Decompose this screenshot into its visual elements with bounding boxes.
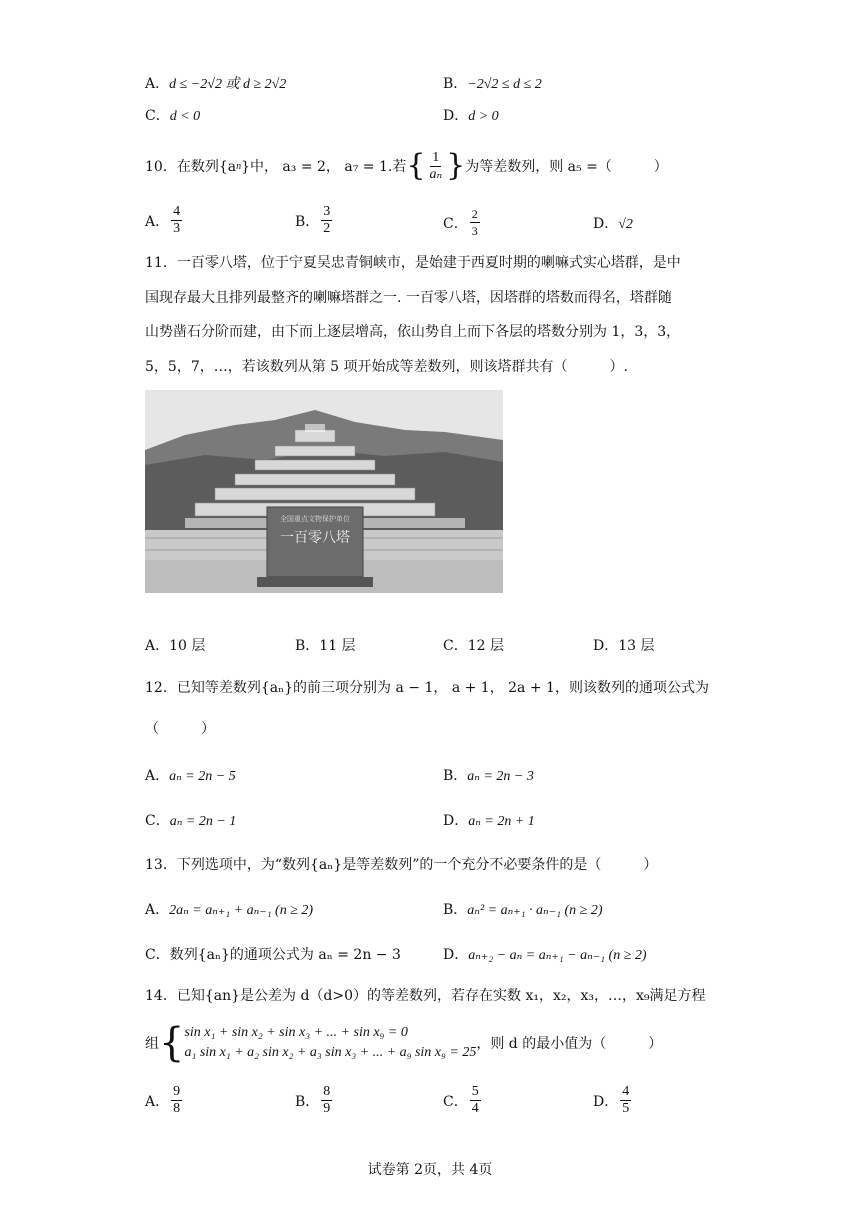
q9-option-b: B．−2√2 ≤ d ≤ 2	[443, 76, 542, 92]
q11-line-1: 11．一百零八塔，位于宁夏吴忠青铜峡市，是始建于西夏时期的喇嘛式实心塔群，是中	[145, 255, 681, 271]
q13-option-c: C．数列{aₙ}的通项公式为 aₙ = 2n − 3	[145, 947, 401, 963]
q14-equation-system: 组 { sin x₁ + sin x₂ + sin x₃ + ... + sin x₉ = 0 a₁ sin x₁ + a₂ sin x₂ + a₃ sin x₃ + ... + a₉ sin x₉ = 25 ，则 d 的最小值为（ ）	[145, 1020, 663, 1066]
q14-stem: 14．已知{an}是公差为 d（d>0）的等差数列，若存在实数 x₁，x₂，x₃，…，x₉满足方程	[145, 988, 706, 1004]
q14-option-d: D． $\frac{4}{5}$	[593, 1084, 630, 1116]
q10-stem: 10．在数列{a n }中， a₃ = 2， a₇ = 1.若 { $\frac{1}{\text{aₙ}}$ } 为等差数列，则 a₅ =（ ）	[145, 148, 668, 183]
q12-option-a: A．aₙ = 2n − 5	[145, 768, 236, 784]
q12-option-d: D．aₙ = 2n + 1	[443, 813, 535, 829]
pagoda-photo	[145, 390, 503, 593]
q14-option-b: B． $\frac{8}{9}$	[295, 1084, 331, 1116]
q10-option-d: D．√2	[593, 216, 633, 232]
q13-option-b: B．aₙ² = aₙ₊₁ · aₙ₋₁ (n ≥ 2)	[443, 902, 603, 918]
q14-option-c: C． $\frac{5}{4}$	[443, 1084, 479, 1116]
q10-option-c: C． $\frac{2}{3}$	[443, 207, 478, 238]
q10-fraction: $\frac{1}{\text{aₙ}}$	[429, 149, 443, 182]
q9-option-d: D．d > 0	[443, 108, 499, 124]
q12-stem: 12．已知等差数列{aₙ}的前三项分别为 a − 1， a + 1， 2a + 1，则该数列的通项公式为	[145, 680, 709, 696]
q14-equation-2: a₁ sin x₁ + a₂ sin x₂ + a₃ sin x₃ + ... + a₉ sin x₉ = 25	[184, 1045, 477, 1060]
q9-option-a: A．d ≤ −2√2 或 d ≥ 2√2	[145, 76, 287, 92]
page-footer: 试卷第 2页，共 4页	[367, 1162, 493, 1178]
q14-option-a: A． $\frac{9}{8}$	[145, 1084, 181, 1116]
q11-line-4: 5，5，7，…，若该数列从第 5 项开始成等差数列，则该塔群共有（ ）.	[145, 359, 628, 375]
q12-option-c: C．aₙ = 2n − 1	[145, 813, 237, 829]
q12-paren: （ ）	[145, 721, 215, 737]
q11-line-2: 国现存最大且排列最整齐的喇嘛塔群之一. 一百零八塔，因塔群的塔数而得名，塔群随	[145, 290, 672, 306]
q9-option-c: C．d < 0	[145, 108, 201, 124]
q10-option-b: B． $\frac{3}{2}$	[295, 204, 331, 236]
q13-option-d: D．aₙ₊₂ − aₙ = aₙ₊₁ − aₙ₋₁ (n ≥ 2)	[443, 947, 647, 963]
q11-line-3: 山势凿石分阶而建，由下而上逐层增高，依山势自上而下各层的塔数分别为 1，3，3，	[145, 324, 681, 340]
q11-option-d: D．13 层	[593, 638, 655, 654]
sign-subtitle: 全国重点文物保护单位	[280, 515, 350, 523]
q11-option-c: C．12 层	[443, 638, 504, 654]
q10-option-a: A． $\frac{4}{3}$	[145, 204, 181, 236]
sign-title: 一百零八塔	[280, 530, 350, 546]
q11-option-a: A．10 层	[145, 638, 206, 654]
q14-equation-1: sin x₁ + sin x₂ + sin x₃ + ... + sin x₉ = 0	[184, 1025, 408, 1040]
q13-option-a: A．2aₙ = aₙ₊₁ + aₙ₋₁ (n ≥ 2)	[145, 902, 314, 918]
q12-option-b: B．aₙ = 2n − 3	[443, 768, 534, 784]
q11-option-b: B．11 层	[295, 638, 356, 654]
q13-stem: 13．下列选项中，为“数列{aₙ}是等差数列”的一个充分不必要条件的是（ ）	[145, 857, 658, 873]
